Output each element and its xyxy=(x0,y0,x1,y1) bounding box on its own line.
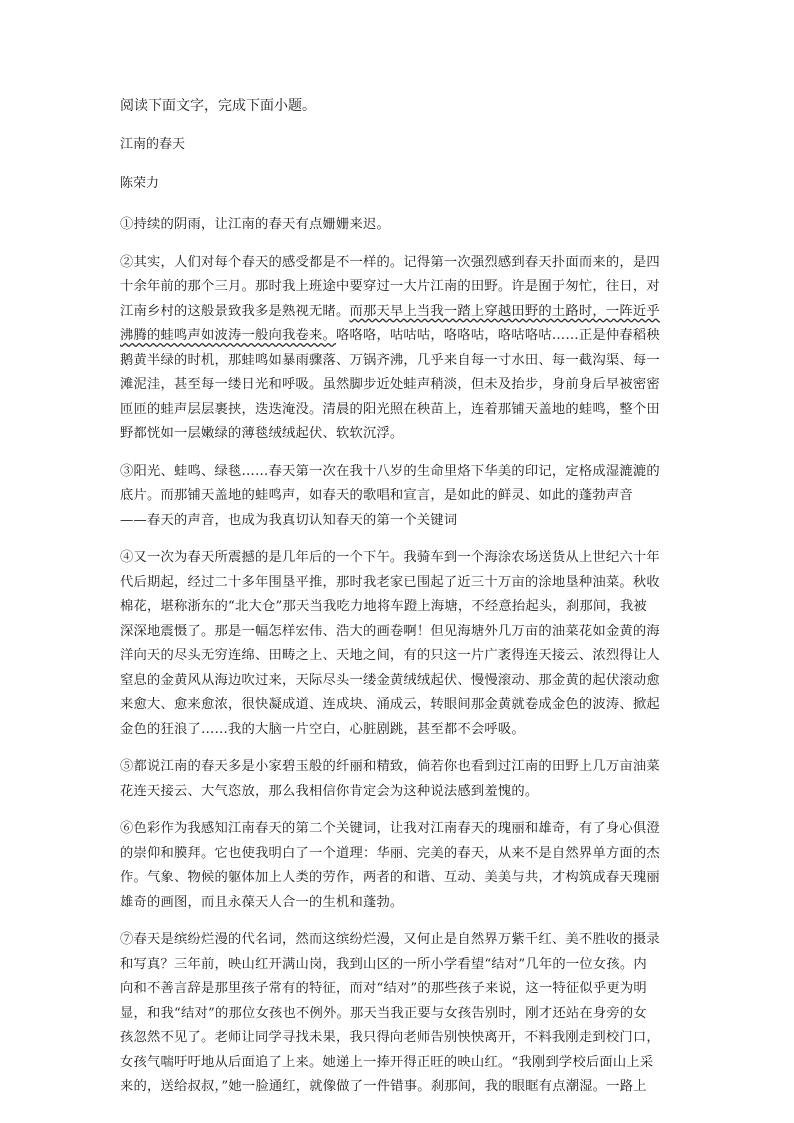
paragraph-line: 来的，送给叔叔，”她一脸通红，就像做了一件错事。刹那间，我的眼眶有点潮湿。一路上 xyxy=(120,1079,647,1094)
paragraph-line: 的崇仰和膜拜。它也使我明白了一个道理：华丽、完美的春天，从来不是自然界单方面的杰 xyxy=(120,845,660,861)
paragraph-line: ③阳光、蛙鸣、绿毯……春天第一次在我十八岁的生命里烙下华美的印记，定格成湿漉漉的 xyxy=(120,463,660,479)
paragraph-line: ⑦春天是缤纷烂漫的代名词，然而这缤纷烂漫，又何止是自然界万紫千红、美不胜收的摄录 xyxy=(120,932,660,947)
paragraph-line: 向和不善言辞是那里孩子常有的特征，而对“结对”的那些孩子来说，这一特征似乎更为明 xyxy=(120,981,647,996)
paragraph-text: 江南乡村的这般景致我多是熟视无睹。 xyxy=(120,303,350,319)
paragraph-line: ⑥色彩作为我感知江南春天的第二个关键词，让我对江南春天的瑰丽和雄奇，有了身心俱澄 xyxy=(120,821,660,836)
paragraph-line: 和写真？三年前，映山红开满山岗，我到山区的一所小学看望“结对”几年的一位女孩。内 xyxy=(120,956,647,972)
paragraph-line: ②其实，人们对每个春天的感受都是不一样的。记得第一次强烈感到春天扑面而来的，是四 xyxy=(120,254,660,270)
paragraph-line: 匝匝的蛙声层层裹挟，迭迭淹没。清晨的阳光照在秧苗上，连着那铺天盖地的蛙鸣，整个田 xyxy=(120,401,660,417)
paragraph-line: 棉花，堪称浙东的“北大仓”那天当我吃力地将车蹬上海塘，不经意抬起头，刹那间，我被 xyxy=(120,599,647,614)
paragraph-line: 孩忽然不见了。老师让同学寻找未果，我只得向老师告别怏怏离开，不料我刚走到校门口， xyxy=(120,1030,660,1045)
paragraph-line: 滩泥洼，甚至每一缕日光和呼吸。虽然脚步近处蛙声稍淡，但未及抬步，身前身后早被密密 xyxy=(120,377,660,392)
paragraph-line-with-underline xyxy=(120,300,680,325)
paragraph-line: 十余年前的那个三月。那时我上班途中要穿过一大片江南的田野。许是囿于匆忙，往日，对 xyxy=(120,279,660,294)
paragraph-line: ④又一次为春天所震撼的是几年后的一个下午。我骑车到一个海涂农场送货从上世纪六十年 xyxy=(120,550,660,565)
paragraph-line: ⑤都说江南的春天多是小家碧玉般的纤丽和精致，倘若你也看到过江南的田野上几万亩油菜 xyxy=(120,759,660,774)
article-author: 陈荣力 xyxy=(120,176,160,191)
paragraph-line: 来愈大、愈来愈浓，很快凝成道、连成块、涌成云，转眼间那金黄就卷成金色的波涛、掀起 xyxy=(120,697,660,712)
paragraph-line: 雄奇的画图，而且永葆天人合一的生机和蓬勃。 xyxy=(120,894,404,910)
paragraph-line: 野都恍如一层嫩绿的薄毯绒绒起伏、软软沉浮。 xyxy=(120,426,404,441)
paragraph-text: 咯咯咯，咕咕咕，咯咯咕，咯咕咯咕……正是仲春稻秧 xyxy=(335,328,660,343)
paragraph-line: 底片。而那铺天盖地的蛙鸣声，如春天的歌唱和宣言，是如此的鲜灵、如此的蓬勃声音 xyxy=(120,488,633,503)
paragraph-line: 显，和我“结对”的那位女孩也不例外。那天当我正要与女孩告别时，刚才还站在身旁的女 xyxy=(120,1005,647,1021)
document-page xyxy=(120,96,680,1113)
wavy-underlined-sentence: 而那天早上当我一踏上穿越田野的土路时，一阵近乎 xyxy=(349,303,660,319)
paragraph-1 xyxy=(120,213,680,238)
article-title: 江南的春天 xyxy=(120,137,186,152)
paragraph-line: 花连天接云、大气恣放，那么我相信你肯定会为这种说法感到羞愧的。 xyxy=(120,783,539,799)
instruction-text: 阅读下面文字，完成下面小题。 xyxy=(120,98,316,114)
paragraph-5 xyxy=(120,755,680,804)
paragraph-line: 深深地震慑了。那是一幅怎样宏伟、浩大的画卷啊！但见海塘外几万亩的油菜花如金黄的海 xyxy=(120,623,660,639)
paragraph-line: ①持续的阴雨，让江南的春天有点姗姗来迟。 xyxy=(120,217,390,232)
paragraph-line: ——春天的声音，也成为我真切认知春天的第一个关键词 xyxy=(120,512,458,528)
paragraph-line: 鹅黄半绿的时机，那蛙鸣如暴雨骤落、万锅齐沸，几乎来自每一寸水田、每一截沟渠、每一 xyxy=(120,352,660,368)
paragraph-4 xyxy=(120,546,680,742)
paragraph-line: 作。气象、物候的躯体加上人类的劳作，两者的和谐、互动、美美与共，才构筑成春天瑰丽 xyxy=(120,870,660,885)
paragraph-line: 代后期起，经过二十多年围垦平推，那时我老家已围起了近三十万亩的涂地垦种油菜。秋收 xyxy=(120,574,660,590)
paragraph-7 xyxy=(120,928,680,1100)
paragraph-2 xyxy=(120,251,680,447)
paragraph-6 xyxy=(120,817,680,915)
paragraph-line: 女孩气喘吁吁地从后面追了上来。她递上一捧开得正旺的映山红。“我刚到学校后面山上采 xyxy=(120,1054,654,1070)
paragraph-3 xyxy=(120,460,680,534)
wavy-underlined-sentence-cont: 沸腾的蛙鸣声如波涛一般向我卷来。 xyxy=(120,328,336,343)
paragraph-line: 金色的狂浪了……我的大脑一片空白，心脏剧跳，甚至都不会呼吸。 xyxy=(120,721,525,737)
paragraph-line: 洋向天的尽头无穷连绵、田畴之上、天地之间，有的只这一片广袤得连天接云、浓烈得让人 xyxy=(120,648,660,663)
paragraph-line: 窒息的金黄风从海边吹过来，天际尽头一缕金黄绒绒起伏、慢慢滚动、那金黄的起伏滚动愈 xyxy=(120,672,660,688)
paragraph-line-with-underline xyxy=(120,324,680,349)
